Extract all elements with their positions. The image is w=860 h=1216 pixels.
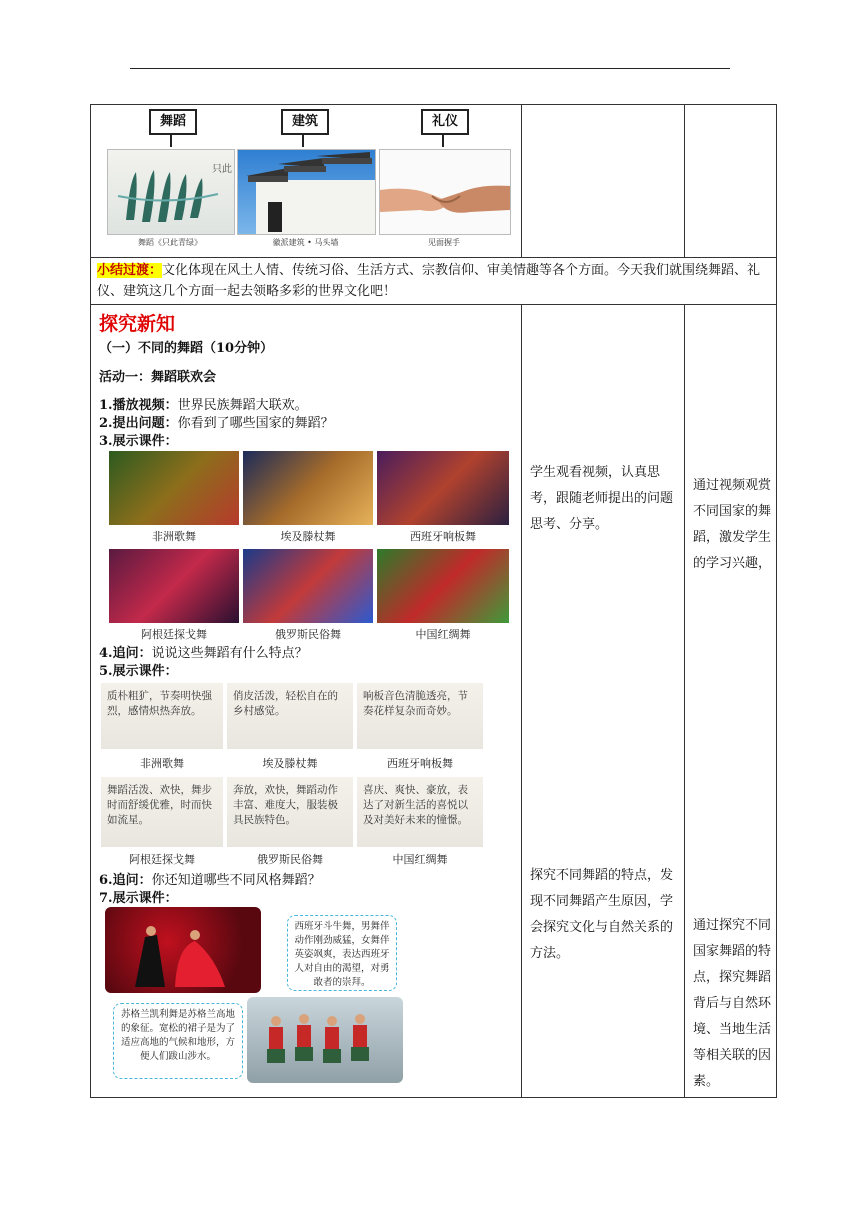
photo-kelly-dance bbox=[247, 997, 403, 1083]
architecture-photo bbox=[237, 149, 376, 235]
label-architecture: 建筑 bbox=[281, 109, 329, 135]
summary-tag: 小结过渡： bbox=[97, 263, 163, 278]
dance-label-5: 俄罗斯民俗舞 bbox=[275, 628, 341, 641]
svg-text:只此: 只此 bbox=[212, 164, 232, 175]
feature-label-3: 西班牙响板舞 bbox=[387, 757, 453, 770]
dance-label-2: 埃及滕杖舞 bbox=[280, 530, 336, 543]
student-text-2: 探究不同舞蹈的特点，发现不同舞蹈产生原因，学会探究文化与自然关系的方法。 bbox=[530, 868, 674, 961]
handshake-photo bbox=[379, 149, 511, 235]
kelly-bubble: 苏格兰凯利舞是苏格兰高地的象征。宽松的裙子是为了适应高地的气候和地形，方便人们跋山涉水。 bbox=[113, 1003, 243, 1079]
label-dance: 舞蹈 bbox=[149, 109, 197, 135]
step-3: 3.展示课件： bbox=[99, 434, 178, 449]
intent-text-2: 通过探究不同国家舞蹈的特点，探究舞蹈背后与自然环境、当地生活等相关联的因素。 bbox=[693, 918, 772, 1089]
photo-african-dance bbox=[109, 451, 239, 525]
dance-photo bbox=[107, 149, 235, 235]
feature-label-2: 埃及滕杖舞 bbox=[262, 757, 318, 770]
photo-bullfight-dance bbox=[105, 907, 261, 993]
bullfight-bubble: 西班牙斗牛舞，男舞伴动作刚劲威猛，女舞伴英姿飒爽，表达西班牙人对自由的渴望，对勇敢者的崇拜。 bbox=[287, 915, 397, 991]
feature-card-4: 舞蹈活泼、欢快，舞步时而舒缓优雅，时而快如流星。 bbox=[101, 777, 223, 847]
header-rule bbox=[130, 68, 730, 69]
intro-images-row bbox=[91, 105, 777, 258]
caption-architecture: 徽派建筑 • 马头墙 bbox=[272, 238, 339, 247]
feature-card-6: 喜庆、爽快、豪放，表达了对新生活的喜悦以及对美好未来的憧憬。 bbox=[357, 777, 483, 847]
explore-content bbox=[91, 305, 521, 1097]
feature-card-2: 俏皮活泼，轻松自在的乡村感觉。 bbox=[227, 683, 353, 749]
intent-text-1: 通过视频观赏不同国家的舞蹈，激发学生的学习兴趣， bbox=[693, 478, 772, 571]
section-title: 探究新知 bbox=[99, 313, 176, 335]
feature-label-4: 阿根廷探戈舞 bbox=[129, 853, 195, 866]
feature-card-1: 质朴粗犷，节奏明快强烈，感情炽热奔放。 bbox=[101, 683, 223, 749]
student-text-1: 学生观看视频，认真思考，跟随老师提出的问题思考、分享。 bbox=[530, 465, 674, 532]
label-etiquette: 礼仪 bbox=[421, 109, 469, 135]
photo-argentina-dance bbox=[109, 549, 239, 623]
feature-card-3: 响板音色清脆透亮，节奏花样复杂而奇妙。 bbox=[357, 683, 483, 749]
photo-russia-dance bbox=[243, 549, 373, 623]
dance-label-3: 西班牙响板舞 bbox=[410, 530, 476, 543]
feature-label-5: 俄罗斯民俗舞 bbox=[257, 853, 323, 866]
feature-card-5: 奔放，欢快，舞蹈动作丰富、难度大，服装极具民族特色。 bbox=[227, 777, 353, 847]
summary-cell bbox=[91, 258, 777, 305]
step-1: 1.播放视频：世界民族舞蹈大联欢。 bbox=[99, 398, 308, 413]
summary-text: 文化体现在风土人情、传统习俗、生活方式、宗教信仰、审美情趣等各个方面。今天我们就围绕舞蹈、礼仪、建筑这几个方面一起去领略多彩的世界文化吧！ bbox=[97, 263, 761, 299]
step-6: 6.追问：你还知道哪些不同风格舞蹈？ bbox=[99, 873, 321, 888]
activity-title: 活动一：舞蹈联欢会 bbox=[99, 370, 217, 385]
design-intent-cell bbox=[685, 305, 776, 1097]
caption-handshake: 见面握手 bbox=[428, 238, 460, 247]
dance-label-6: 中国红绸舞 bbox=[415, 628, 471, 641]
dance-label-1: 非洲歌舞 bbox=[152, 530, 196, 543]
dance-label-4: 阿根廷探戈舞 bbox=[141, 628, 207, 641]
feature-label-1: 非洲歌舞 bbox=[140, 757, 184, 770]
summary-row bbox=[91, 258, 777, 305]
feature-label-6: 中国红绸舞 bbox=[392, 853, 448, 866]
step-2: 2.提出问题：你看到了哪些国家的舞蹈？ bbox=[99, 416, 334, 431]
step-4: 4.追问：说说这些舞蹈有什么特点？ bbox=[99, 646, 308, 661]
photo-china-dance bbox=[377, 549, 509, 623]
intro-images bbox=[91, 105, 521, 257]
step-7: 7.展示课件： bbox=[99, 891, 178, 906]
step-5: 5.展示课件： bbox=[99, 664, 178, 679]
student-activity-cell bbox=[522, 305, 684, 1097]
lesson-table bbox=[90, 104, 777, 1098]
explore-row bbox=[91, 305, 777, 1098]
section-subtitle: （一）不同的舞蹈（10分钟） bbox=[99, 341, 274, 356]
photo-spain-dance bbox=[377, 451, 509, 525]
caption-dance: 舞蹈《只此青绿》 bbox=[138, 238, 202, 247]
photo-egypt-dance bbox=[243, 451, 373, 525]
